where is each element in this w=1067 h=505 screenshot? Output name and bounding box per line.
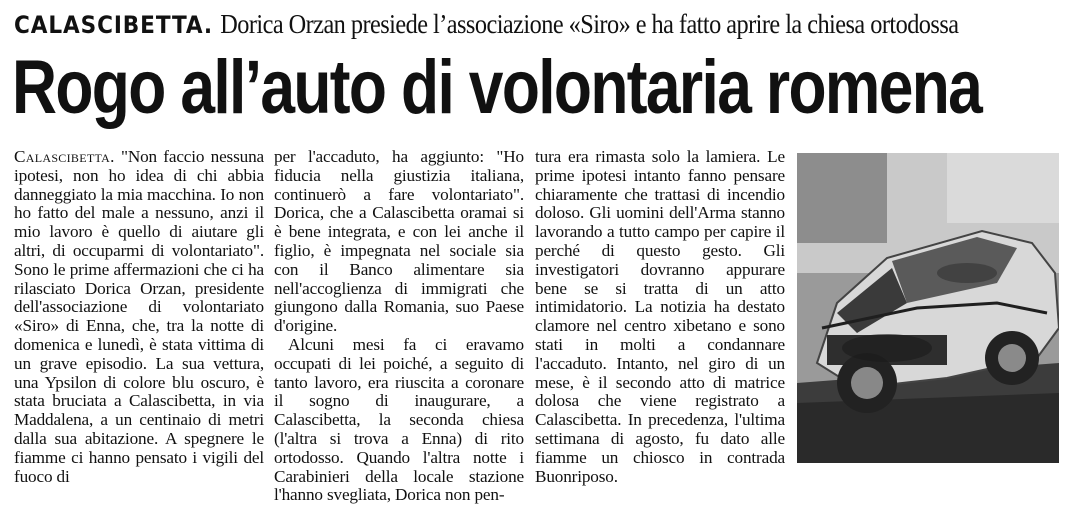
paragraph-text: "Non faccio nessuna ipotesi, non ho idea di chi abbia danneggiato la mia macchina. Io non ho fatto del male a nessuno, anzi il mio lavoro è quello di aiutare gli altri, di occuparmi di volontariato". Sono le prime affermazioni che ci ha rilasciato Dorica Orzan, presidente dell'associazione di volontariato «Siro» di Enna, che, tra la notte di domenica e lunedì, è stata vittima di un grave episodio. La sua vettura, una Ypsilon di colore blu oscuro, è stata bruciata a Calascibetta, in via Maddalena, a un centinaio di metri dalla sua abitazione. A spegnere le fiamme ci hanno pensato i vigili del fuoco di [14, 147, 264, 486]
article-paragraph: per l'accaduto, ha aggiunto: "Ho fiducia nella giustizia italiana, continuerò a fare volontariato". Dorica, che a Calascibetta oramai si è bene integrata, e con lei anche il figlio, è impegnata nel sociale sia con il Banco alimentare sia nell'accoglienza di immigrati che giungono dalla Romania, suo Paese d'origine. [274, 147, 524, 336]
headline: Rogo all’auto di volontaria romena [12, 45, 982, 130]
article-paragraph: Alcuni mesi fa ci eravamo occupati di lei poiché, a seguito di tanto lavoro, era riuscita a coronare il sogno di inaugurare, a Calascibetta, la seconda chiesa (l'altra si trova a Enna) di rito ortodosso. Quando l'altra notte i Carabinieri della locale stazione l'hanno svegliata, Dorica non pen- [274, 334, 524, 505]
article-column-2 [274, 148, 524, 505]
kicker-place: CALASCIBETTA. [14, 11, 214, 39]
dateline: Calascibetta. [14, 147, 115, 166]
article-paragraph [14, 148, 264, 486]
burned-car-photo [797, 153, 1059, 463]
kicker-line [14, 8, 959, 41]
burned-car-illustration [797, 153, 1059, 463]
article-column-3 [535, 148, 785, 486]
kicker-text: Dorica Orzan presiede l’associazione «Siro» e ha fatto aprire la chiesa ortodossa [220, 9, 959, 39]
article-paragraph: tura era rimasta solo la lamiera. Le prime ipotesi intanto fanno pensare chiaramente che trattasi di incendio doloso. Gli uomini dell'Arma stanno lavorando a tutto campo per capire il perché di questo gesto. Gli investigatori dovranno appurare bene se si tratta di un atto intimidatorio. La notizia ha destato clamore nel centro xibetano e sono stati in molti a condannare l'accaduto. Intanto, nel giro di un mese, è il secondo atto di matrice dolosa che viene registrato a Calascibetta. In precedenza, l'ultima settimana di agosto, fu dato alle fiamme un chiosco in contrada Buonriposo. [535, 147, 785, 486]
article-column-1 [14, 148, 264, 486]
